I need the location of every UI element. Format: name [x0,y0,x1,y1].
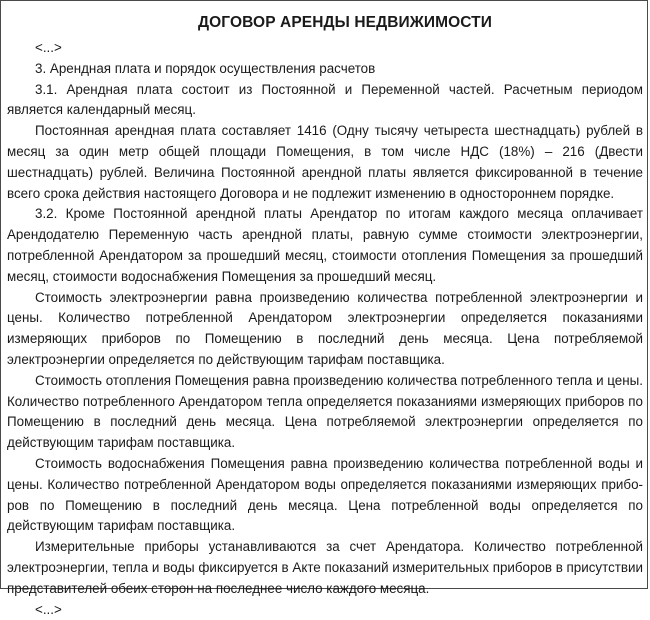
document-body [7,13,643,620]
paragraph-water: Стоимость водоснабжения Помещения равна произведению количества потребленной воды и цены. Количество потребленной Арендатором воды определяется показаниями измеряющих приборов по Помещению в последний день месяца. Цена потребленной воды определяется по действующим тарифам поставщика. [7,455,643,534]
omission-mark-bottom: <...> [35,601,62,617]
section-heading: 3. Арендная плата и порядок осуществления расчетов [35,60,376,76]
paragraph-heating: Стоимость отопления Помещения равна произведению количества потребленного тепла и цены. Количество потребленного Арендатором тепла определяется показаниями измеряющих приборов по Помещению в последний день месяца. Цена потребляемой электроэнергии определяется по действующим тарифам поставщика. [7,372,643,451]
paragraph-fixed-rent: Постоянная арендная плата составляет 1416 (Одну тысячу четыреста шестнадцать) рублей в месяц за один метр общей площади Помещения, в том числе НДС (18%) – 216 (Двести шестнадцать) рублей. Величина Постоянной арендной платы является фиксированной в течение всего срока действия настоящего Договора и не подлежит изменению в одностороннем порядке. [7,123,643,201]
paragraph-3-2: 3.2. Кроме Постоянной арендной платы Арендатор по итогам каждого месяца оплачивает Арендодателю Переменную часть арендной платы, равную сумме стоимости электроэнергии, потребленной Арендатором за прошедший месяц, стоимости отопления Помещения за прошедший месяц, стоимости водоснабжения Помещения за прошедший месяц. [7,206,643,284]
omission-mark-top: <...> [35,40,62,55]
paragraph-meters: Измерительные приборы устанавливаются за счет Арендатора. Количество потребленной электроэнергии, тепла и воды фиксируется в Акте показаний измерительных приборов в присутствии представителей обеих сторон на последнее число каждого месяца. [7,539,644,596]
paragraph-electricity: Стоимость электроэнергии равна произведению количества потребленной электроэнергии и цены. Количество потребленной Арендатором электроэнергии определяется показаниями измеряющих приборов по Помещению в последний день месяца. Цена потребляемой электроэнергии определяется по действующим тарифам поставщика. [7,289,643,367]
paragraph-3-1: 3.1. Арендная плата состоит из Постоянной и Переменной частей. Расчетным периодом является календарный месяц. [7,81,643,118]
document-title: ДОГОВОР АРЕНДЫ НЕДВИЖИМОСТИ [198,14,492,31]
